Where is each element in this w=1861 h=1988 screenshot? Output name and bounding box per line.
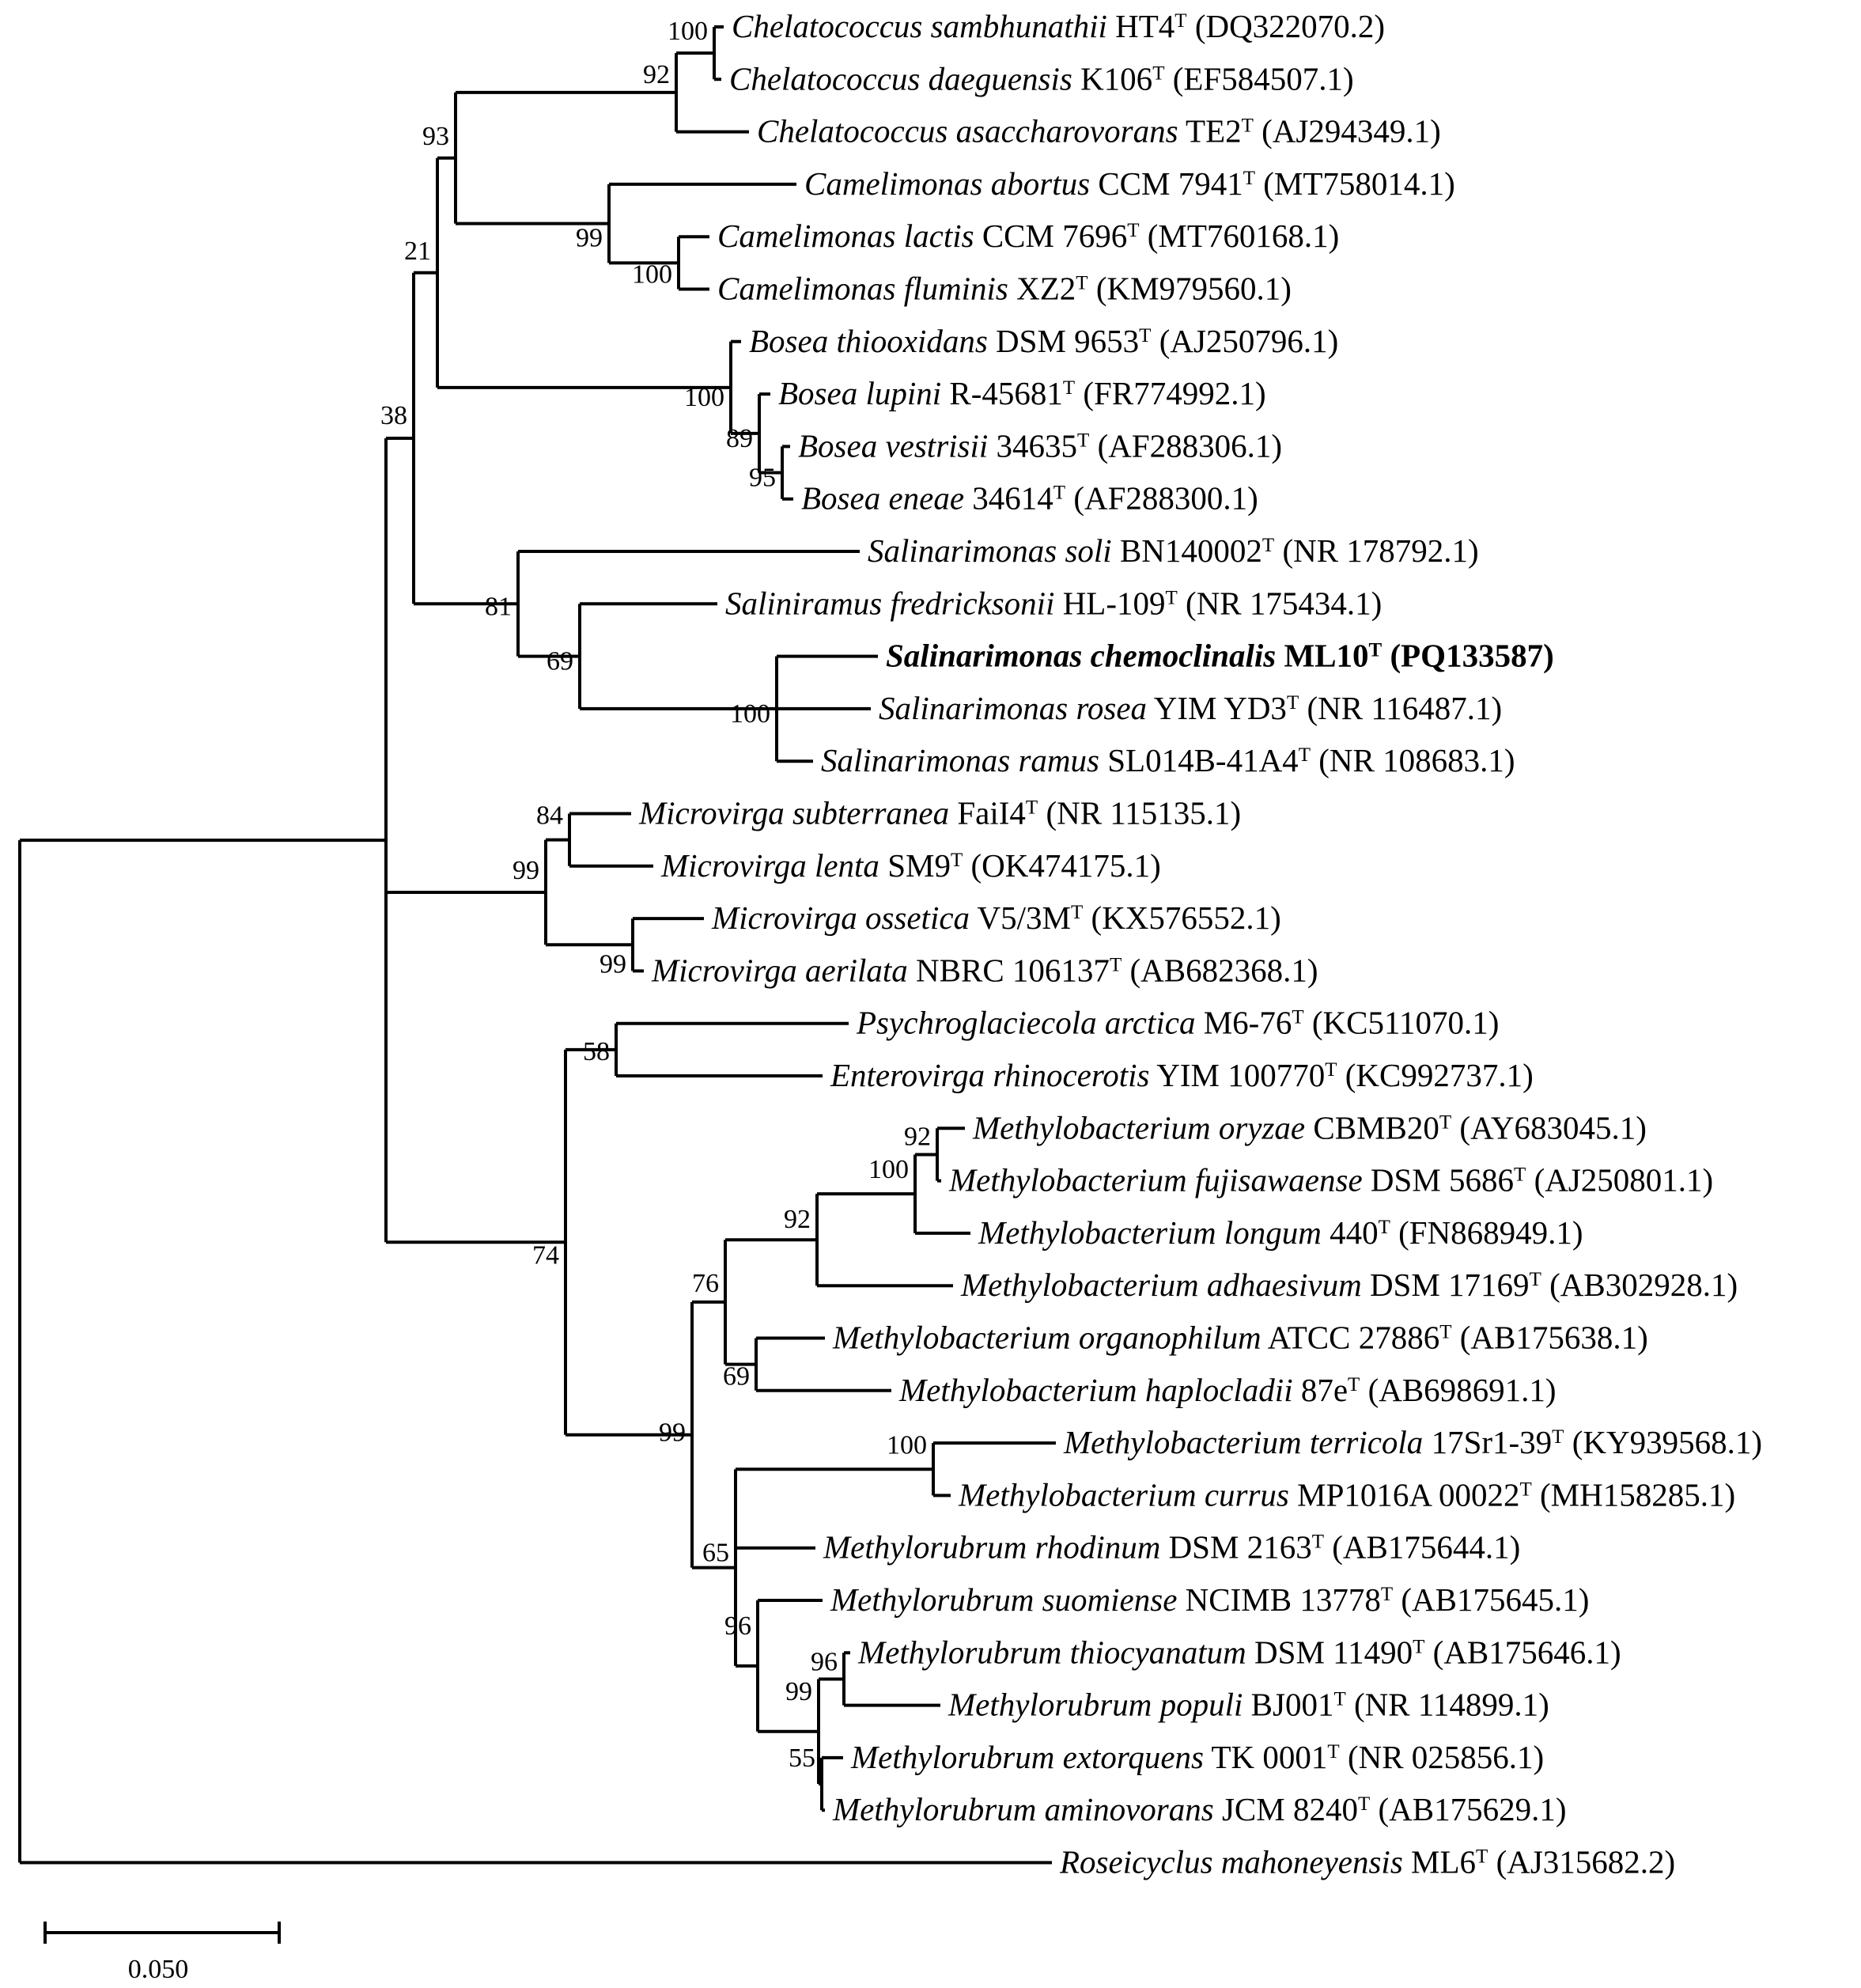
leaf-label: Bosea eneae $34614^T$ (AF288300.1) <box>801 479 1258 517</box>
leaf-label: Methylobacterium oryzae $CBMB20^T$ (AY683045.1) <box>973 1109 1647 1146</box>
leaf-label: Chelatococcus sambhunathii $HT4^T$ (DQ322070.2) <box>732 8 1386 44</box>
leaf-label: Camelimonas lactis CCM $7696^T$ (MT760168.1) <box>717 218 1340 255</box>
bootstrap-label: 92 <box>643 59 670 89</box>
leaf-label: Methylobacterium adhaesivum DSM $17169^T$ (AB302928.1) <box>961 1267 1738 1304</box>
leaf-label: Methylobacterium organophilum ATCC $27886^T$ (AB175638.1) <box>833 1319 1648 1356</box>
bootstrap-label: 99 <box>576 223 603 253</box>
leaf-label: Chelatococcus asaccharovorans $TE2^T$ (AJ294349.1) <box>757 112 1441 150</box>
bootstrap-label: 99 <box>513 855 539 885</box>
leaf-label: Enterovirga rhinocerotis YIM $100770^T$ (KC992737.1) <box>830 1057 1534 1093</box>
leaf-label: Microvirga subterranea $FaiI4^T$ (NR 115135.1) <box>639 794 1242 831</box>
bootstrap-label: 93 <box>422 121 449 151</box>
bootstrap-label: 21 <box>404 236 431 266</box>
scale-bar <box>45 1922 279 1984</box>
bootstrap-label: 100 <box>684 382 724 412</box>
bootstrap-label: 84 <box>536 801 563 831</box>
leaf-label: Bosea vestrisii $34635^T$ (AF288306.1) <box>798 427 1283 464</box>
bootstrap-label: 92 <box>784 1205 811 1235</box>
bootstrap-label: 100 <box>668 17 708 47</box>
bootstrap-label: 74 <box>532 1240 559 1270</box>
bootstrap-label: 99 <box>600 949 626 979</box>
scale-bar-label: 0.050 <box>127 1955 189 1984</box>
leaf-label: Methylobacterium longum $440^T$ (FN868949.1) <box>978 1214 1583 1251</box>
bootstrap-label: 99 <box>785 1676 812 1706</box>
leaf-label: Methylobacterium currus MP1016A $00022^T$ (MH158285.1) <box>959 1476 1736 1513</box>
bootstrap-label: 100 <box>632 259 672 290</box>
scale-bar-line <box>45 1922 279 1944</box>
leaf-label: Methylobacterium terricola $17Sr1-39^T$ (KY939568.1) <box>1064 1424 1762 1461</box>
leaf-label: Bosea lupini $R-45681^T$ (FR774992.1) <box>778 375 1266 412</box>
leaf-label: Salinarimonas soli $BN140002^T$ (NR 178792.1) <box>868 532 1479 569</box>
leaf-label: Salinarimonas chemoclinalis $ML10^T$ (PQ133587) <box>886 637 1554 674</box>
leaf-label: Roseicyclus mahoneyensis $ML6^T$ (AJ315682.2) <box>1060 1843 1676 1880</box>
leaf-label: Saliniramus fredricksonii $HL-109^T$ (NR 175434.1) <box>725 585 1383 622</box>
bootstrap-label: 76 <box>692 1268 719 1298</box>
leaf-label: Salinarimonas rosea YIM $YD3^T$ (NR 116487.1) <box>879 689 1503 726</box>
leaf-label: Microvirga ossetica $V5/3M^T$ (KX576552.1) <box>712 899 1281 937</box>
leaf-label: Salinarimonas ramus $SL014B-41A4^T$ (NR 108683.1) <box>821 742 1515 779</box>
bootstrap-label: 96 <box>811 1647 838 1677</box>
leaf-label: Methylorubrum extorquens TK $0001^T$ (NR 025856.1) <box>851 1738 1545 1775</box>
leaf-label: Methylorubrum rhodinum DSM $2163^T$ (AB175644.1) <box>823 1528 1521 1566</box>
leaf-label: Camelimonas abortus CCM $7941^T$ (MT758014.1) <box>804 165 1455 202</box>
leaf-label: Microvirga aerilata NBRC $106137^T$ (AB682368.1) <box>652 952 1318 989</box>
bootstrap-label: 89 <box>726 423 753 453</box>
leaf-label: Methylobacterium fujisawaense DSM $5686^T$ (AJ250801.1) <box>949 1161 1714 1198</box>
bootstrap-label: 95 <box>749 463 776 493</box>
leaf-label: Microvirga lenta $SM9^T$ (OK474175.1) <box>661 846 1161 884</box>
leaf-label: Methylobacterium haplocladii $87e^T$ (AB698691.1) <box>899 1371 1557 1408</box>
bootstrap-label: 100 <box>868 1155 909 1185</box>
bootstrap-label: 100 <box>887 1430 927 1460</box>
leaf-label: Psychroglaciecola arctica $M6-76^T$ (KC511070.1) <box>857 1004 1500 1041</box>
bootstrap-label: 55 <box>789 1744 815 1774</box>
bootstrap-label: 99 <box>659 1418 686 1448</box>
bootstrap-label: 100 <box>730 699 770 729</box>
bootstrap-label: 38 <box>380 401 407 431</box>
leaf-label: Methylorubrum suomiense NCIMB $13778^T$ (AB175645.1) <box>830 1581 1590 1618</box>
leaf-label: Methylorubrum populi $BJ001^T$ (NR 114899.1) <box>948 1686 1549 1723</box>
bootstrap-label: 81 <box>485 592 512 622</box>
leaf-label: Methylorubrum thiocyanatum DSM $11490^T$ (AB175646.1) <box>858 1634 1621 1671</box>
leaf-label: Methylorubrum aminovorans JCM $8240^T$ (AB175629.1) <box>833 1791 1567 1828</box>
bootstrap-label: 58 <box>583 1036 610 1066</box>
bootstrap-label: 69 <box>547 646 573 676</box>
bootstrap-label: 96 <box>724 1611 751 1641</box>
bootstrap-label: 92 <box>904 1122 931 1152</box>
bootstrap-label: 69 <box>723 1361 750 1392</box>
leaf-label: Camelimonas fluminis $XZ2^T$ (KM979560.1) <box>717 270 1292 307</box>
leaf-label: Chelatococcus daeguensis $K106^T$ (EF584507.1) <box>729 60 1354 97</box>
leaf-label: Bosea thiooxidans DSM $9653^T$ (AJ250796.1) <box>749 322 1339 359</box>
bootstrap-label: 65 <box>702 1538 729 1568</box>
